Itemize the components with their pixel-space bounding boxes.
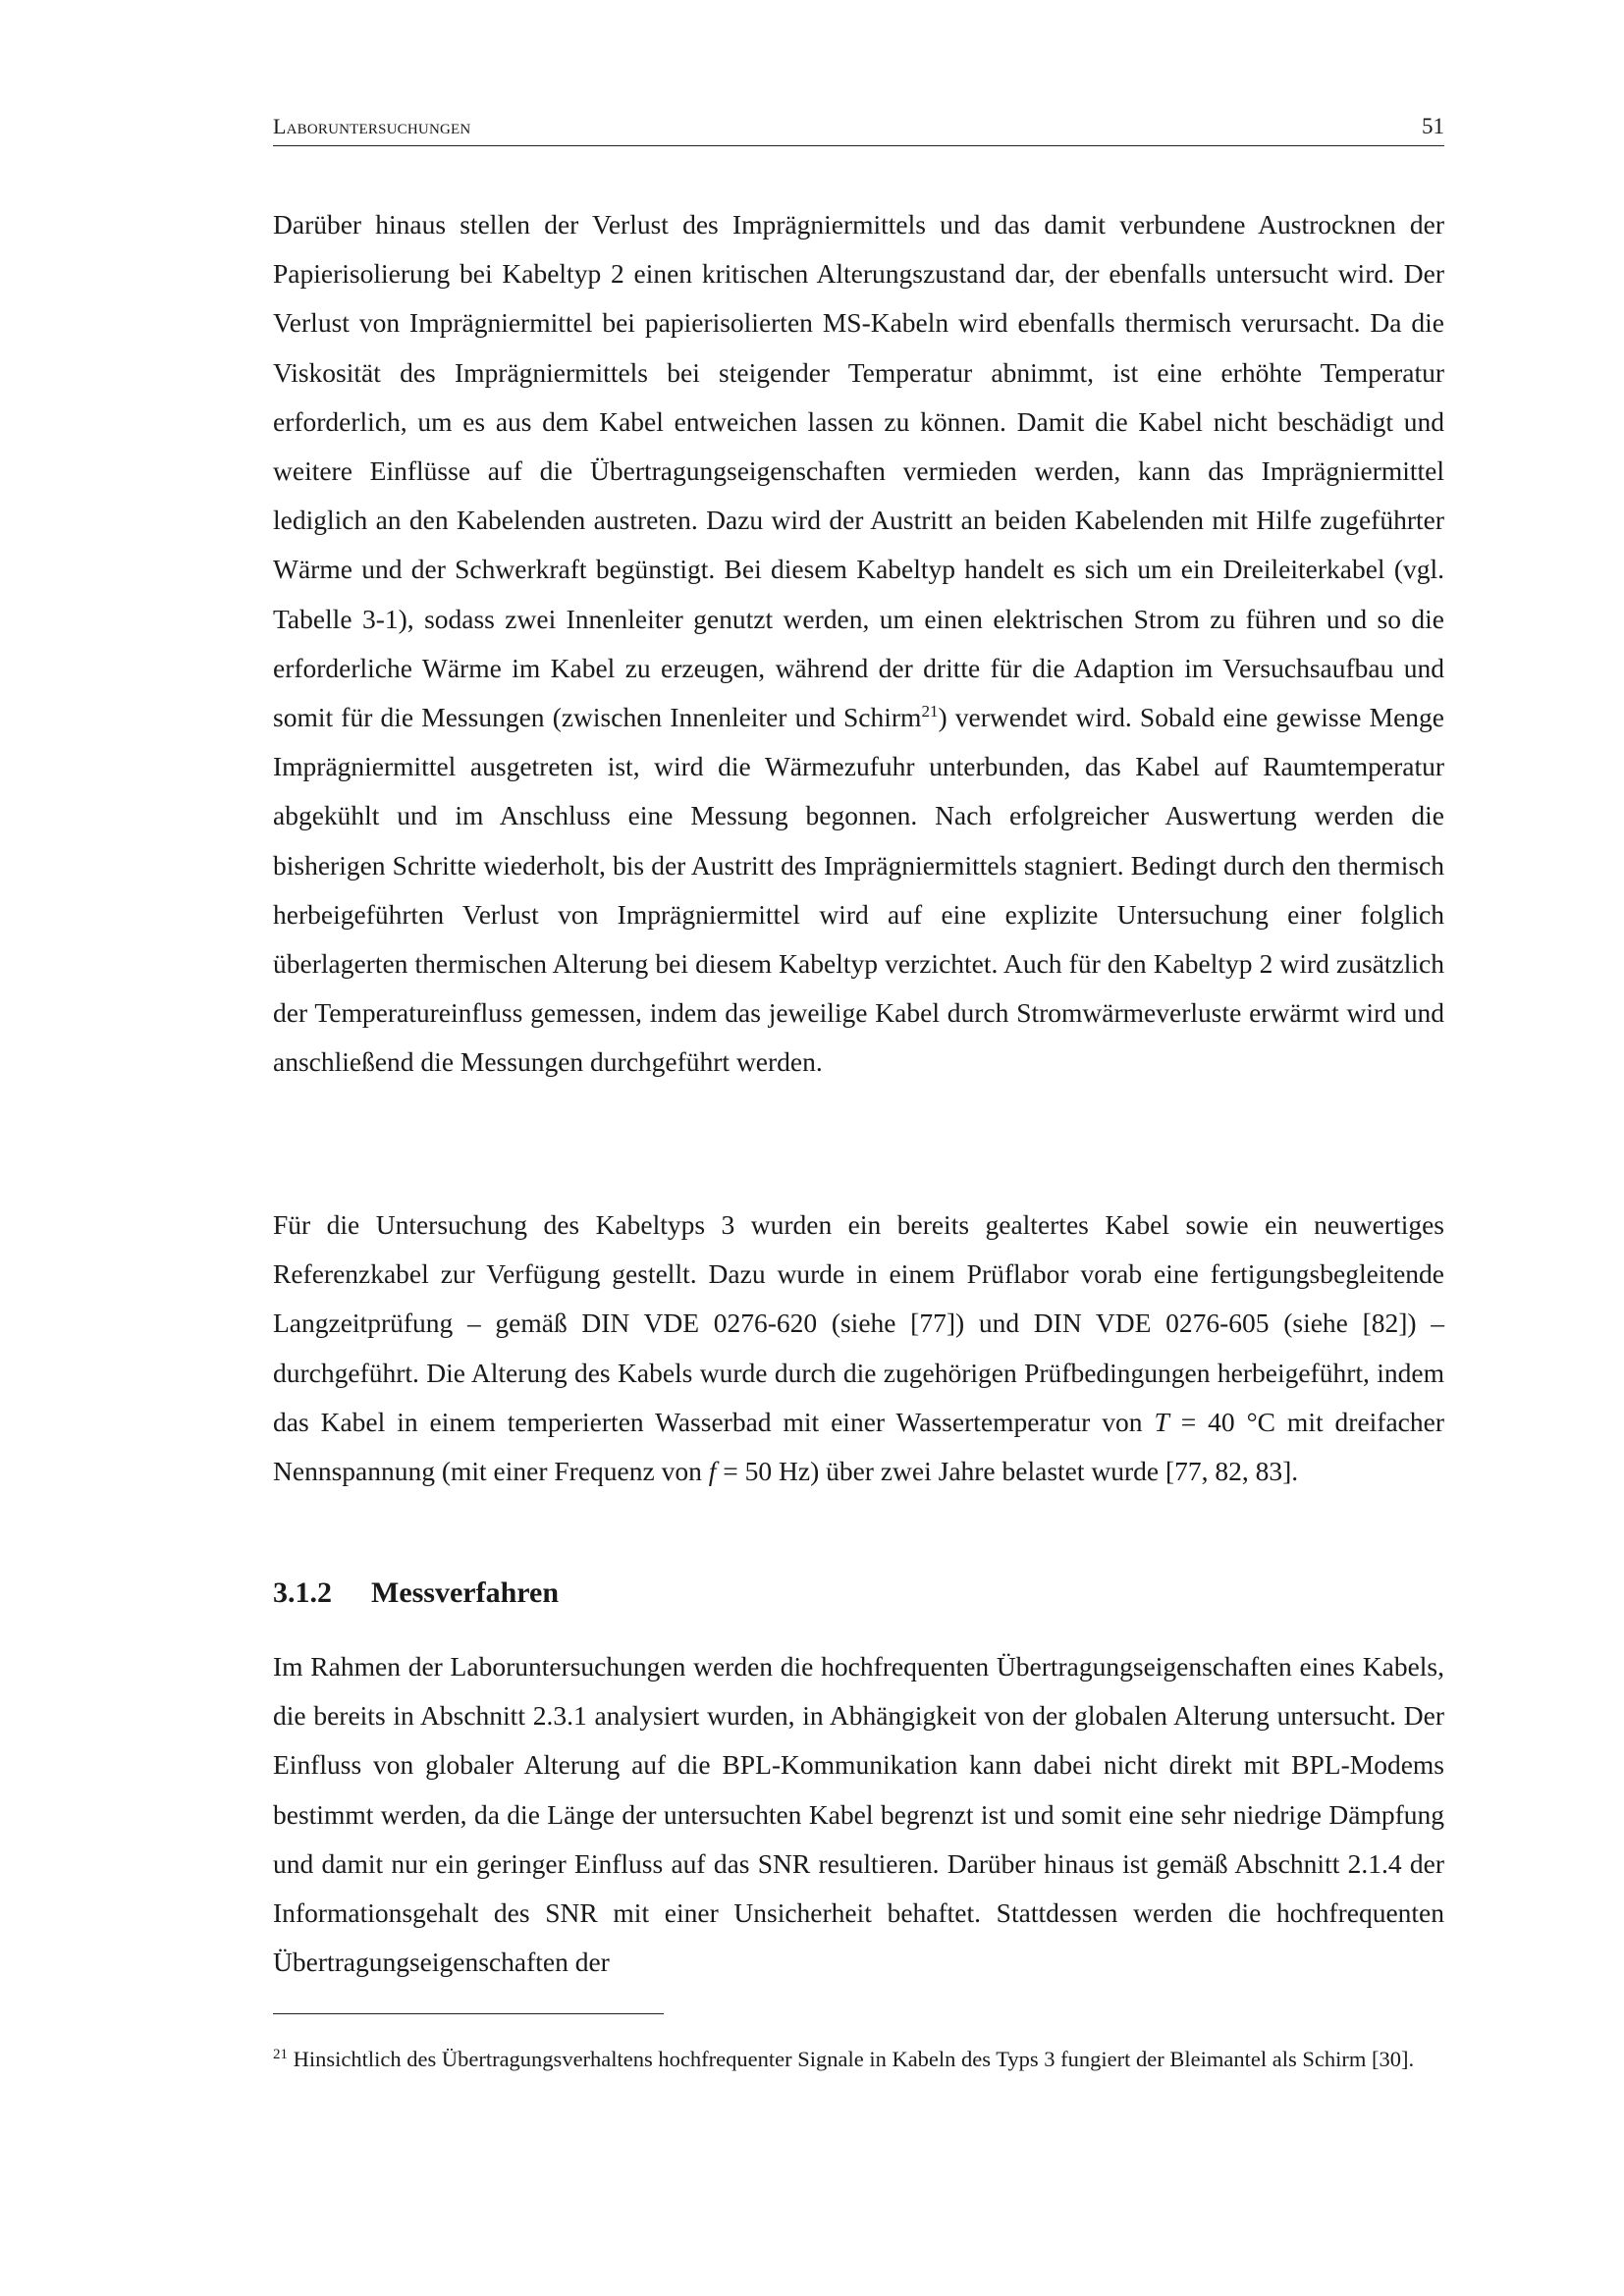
- math-variable-t: T: [1154, 1406, 1169, 1437]
- math-expression: = 40 °C: [1168, 1406, 1275, 1437]
- section-title: Messverfahren: [371, 1576, 560, 1609]
- section-heading: [273, 1574, 559, 1613]
- header-title: Laboruntersuchungen: [273, 114, 471, 138]
- math-variable-f: f: [708, 1456, 717, 1487]
- page-number: 51: [1422, 114, 1444, 138]
- paragraph-text: Darüber hinaus stellen der Verlust des Imprägniermittels und das damit verbundene Austrocknen der Papierisolierung bei Kabeltyp 2 einen kritischen Alterungszustand dar, der ebenfalls untersucht wird. Der Verlust von Imprägniermittel bei papierisolierten MS-Kabeln wird ebenfalls thermisch verursacht. Da die Viskosität des Imprägniermittels bei steigender Temperatur abnimmt, ist eine erhöhte Temperatur erforderlich, um es aus dem Kabel entweichen lassen zu können. Damit die Kabel nicht beschädigt und weitere Einflüsse auf die Übertragungseigenschaften vermieden werden, kann das Imprägniermittel lediglich an den Kabelenden austreten. Dazu wird der Austritt an beiden Kabelenden mit Hilfe zugeführter Wärme und der Schwerkraft begünstigt. Bei diesem Kabeltyp handelt es sich um ein Dreileiterkabel (vgl. Tabelle 3-1), sodass zwei Innenleiter genutzt werden, um einen elektrischen Strom zu führen und so die erforderliche Wärme im Kabel zu erzeugen, während der dritte für die Adaption im Versuchsaufbau und somit für die Messungen (zwischen Innenleiter und Schirm: [273, 209, 1444, 733]
- paragraph-cable-type-3: [273, 1201, 1444, 1496]
- paragraph-text: ) über zwei Jahre belastet wurde [77, 82, 83].: [810, 1456, 1299, 1487]
- paragraph-measurement-method: Im Rahmen der Laboruntersuchungen werden die hochfrequenten Übertragungseigenschaften eines Kabels, die bereits in Abschnitt 2.3.1 analysiert wurden, in Abhängigkeit von der globalen Alterung untersucht. Der Einfluss von globaler Alterung auf die BPL-Kommunikation kann dabei nicht direkt mit BPL-Modems bestimmt werden, da die Länge der untersuchten Kabel begrenzt ist und somit eine sehr niedrige Dämpfung und damit nur ein geringer Einfluss auf das SNR resultieren. Darüber hinaus ist gemäß Abschnitt 2.1.4 der Informationsgehalt des SNR mit einer Unsicherheit behaftet. Stattdessen werden die hochfrequenten Übertragungseigenschaften der: [273, 1651, 1444, 1978]
- section-number: 3.1.2: [273, 1576, 332, 1609]
- math-expression: = 50 Hz: [716, 1456, 811, 1487]
- footnote-reference[interactable]: 21: [921, 702, 939, 721]
- paragraph-text: Für die Untersuchung des Kabeltyps 3 wurden ein bereits gealtertes Kabel sowie ein neuwertiges Referenzkabel zur Verfügung gestellt. Dazu wurde in einem Prüflabor vorab eine fertigungsbegleitende Langzeitprüfung – gemäß DIN VDE 0276-620 (siehe [77]) und DIN VDE 0276-605 (siehe [82]) – durchgeführt. Die Alterung des Kabels wurde durch die zugehörigen Prüfbedingungen herbeigeführt, indem das Kabel in einem temperierten Wasserbad mit einer Wassertemperatur von: [273, 1209, 1444, 1437]
- running-header: [273, 114, 1444, 146]
- paragraph-text: mit dreifacher Nennspannung (mit einer Frequenz von: [273, 1406, 1444, 1487]
- footnote-separator: [273, 2013, 664, 2014]
- footnote: [273, 2046, 1444, 2073]
- footnote-text: Hinsichtlich des Übertragungsverhaltens hochfrequenter Signale in Kabeln des Typs 3 fungiert der Bleimantel als Schirm [30].: [288, 2047, 1415, 2071]
- paragraph-text: ) verwendet wird. Sobald eine gewisse Menge Imprägniermittel ausgetreten ist, wird die Wärmezufuhr unterbunden, das Kabel auf Raumtemperatur abgekühlt und im Anschluss eine Messung begonnen. Nach erfolgreicher Auswertung werden die bisherigen Schritte wiederholt, bis der Austritt des Imprägniermittels stagniert. Bedingt durch den thermisch herbeigeführten Verlust von Imprägniermittel wird auf eine explizite Untersuchung einer folglich überlagerten thermischen Alterung bei diesem Kabeltyp verzichtet. Auch für den Kabeltyp 2 wird zusätzlich der Temperatureinfluss gemessen, indem das jeweilige Kabel durch Stromwärmeverluste erwärmt wird und anschließend die Messungen durchgeführt werden.: [273, 702, 1444, 1078]
- paragraph-impregnant-loss: [273, 200, 1444, 1088]
- footnote-marker: 21: [273, 2047, 288, 2062]
